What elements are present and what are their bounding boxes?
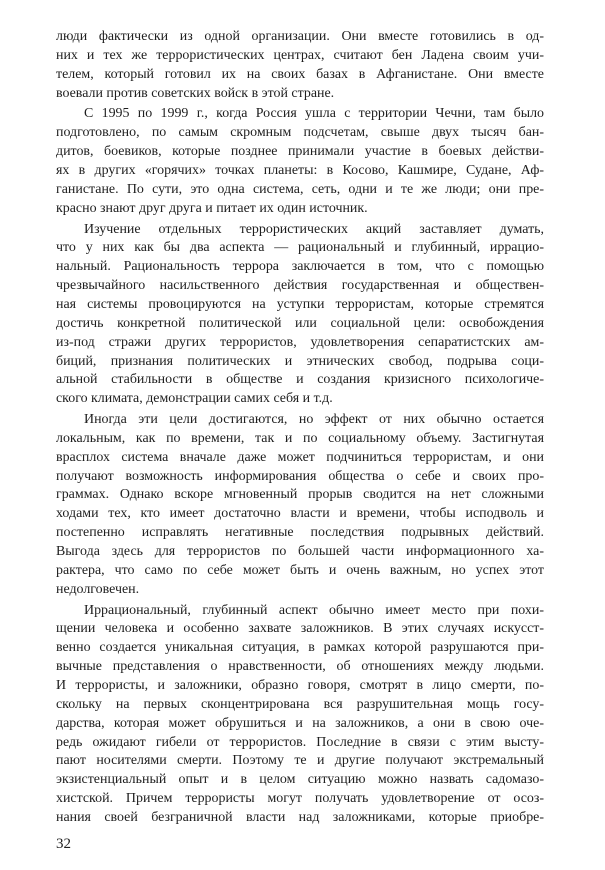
text-line: вычные представления о нравственности, об отношениях между людьми.: [56, 659, 544, 675]
text-line: хистской. Причем террористы могут получать удовлетворение от осоз-: [56, 791, 544, 806]
text-line: них и тех же террористических центрах, считают бен Ладена своим учи-: [56, 47, 544, 63]
text-line: ганистане. По сути, это одна система, сеть, одни и те же люди; они пре-: [56, 181, 544, 197]
text-line: альной стабильности в обществе и создания кризисного психологиче-: [56, 372, 544, 388]
text-line: Иррациональный, глубинный аспект обычно имеет место при похи-: [84, 602, 544, 618]
text-line: люди фактически из одной организации. Они вместе готовились в од-: [56, 29, 544, 44]
text-line: щении человека и особенно захвате заложников. В этих случаях искусст-: [56, 621, 544, 637]
text-line: локальным, как по времени, так и по социальному объему. Застигнутая: [56, 430, 544, 446]
text-line: венно создается уникальная ситуация, в рамках которой разрушаются при-: [56, 640, 544, 656]
page-number: 32: [56, 835, 71, 852]
text-line: врасплох система вначале даже может подчиниться террористам, и они: [56, 449, 544, 465]
text-line: ная системы провоцируются на уступки террористам, которые стремятся: [56, 296, 544, 312]
text-line: экзистенциальный опыт и в целом ситуацию можно назвать садомазо-: [56, 772, 544, 788]
text-line: пают носителями смерти. Поэтому те и другие получают экстремальный: [56, 753, 544, 769]
text-line: постепенно исправлять негативные последствия подрывных действий.: [56, 525, 544, 541]
text-line: И террористы, и заложники, образно говоря, смотрят в лицо смерти, по-: [56, 677, 544, 693]
text-line: Выгода здесь для террористов по большей части информационного ха-: [56, 544, 544, 559]
text-line: достичь конкретной политической или социальной цели: освобождения: [56, 315, 544, 331]
text-line: биций, признания политических и этнических свобод, подрыва соци-: [56, 353, 544, 369]
text-line: нания своей безграничной власти над заложниками, которые приобре-: [56, 809, 544, 825]
text-line: Иногда эти цели достигаются, но эффект от них обычно остается: [84, 412, 544, 427]
text-line: Изучение отдельных террористических акций заставляет думать,: [84, 221, 544, 237]
text-line: редь ожидают гибели от террористов. Последние в связи с этим высту-: [56, 734, 544, 750]
text-line: ского климата, демонстрации самих себя и т.д.: [56, 391, 333, 407]
text-line: дарства, которая может обрушиться и на заложников, а они в свою оче-: [56, 715, 544, 731]
text-line: ях в других «горячих» точках планеты: в Косово, Кашмире, Судане, Аф-: [56, 162, 544, 178]
text-line: скольку на первых сконцентрирована вся разрушительная мощь госу-: [56, 696, 544, 712]
text-line: что у них как бы два аспекта — рациональный и глубинный, иррацио-: [56, 240, 544, 256]
text-line: недолговечен.: [56, 581, 140, 597]
text-line: рактера, что само по себе может быть и очень важным, но успех этот: [56, 562, 544, 578]
text-line: получают возможность информирования общества о себе и своих про-: [56, 468, 544, 484]
text-line: дитов, боевиков, которые позднее принимали участие в боевых действи-: [56, 144, 544, 160]
text-line: воевали против советских войск в этой стране.: [56, 85, 335, 101]
text-line: красно знают друг друга и питает их один источник.: [56, 200, 368, 216]
text-line: из-под стражи других террористов, удовлетворения сепаратистских ам-: [56, 334, 544, 350]
text-line: телем, который готовил их на своих базах в Афганистане. Они вместе: [56, 66, 544, 82]
text-line: С 1995 по 1999 г., когда Россия ушла с территории Чечни, там было: [84, 106, 544, 122]
text-line: ходами тех, кто имеет достаточно власти и времени, чтобы исподволь и: [56, 506, 544, 522]
text-line: граммах. Однако вскоре мгновенный прорыв сводится на нет сложными: [56, 487, 544, 503]
text-line: нальный. Рациональность террора заключается в том, что с помощью: [56, 259, 544, 275]
text-line: подготовлено, по самым скромным подсчетам, свыше двух тысяч бан-: [56, 125, 544, 141]
text-line: чрезвычайного насильственного действия государственная и обществен-: [56, 278, 544, 294]
